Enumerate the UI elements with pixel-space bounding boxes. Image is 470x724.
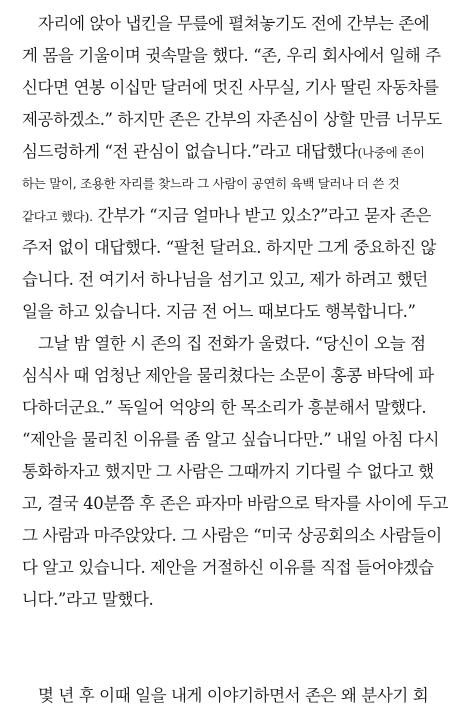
- text-line-19: 니다.”라고 말했다.: [22, 590, 154, 609]
- text-line-10: 일을 하고 있습니다. 지금 전 어느 때보다도 행복합니다.”: [22, 302, 416, 321]
- text-line-5: [22, 142, 450, 163]
- text-line-7: [22, 206, 450, 227]
- text-line-15: 통화하자고 했지만 그 사람은 그때까지 기다릴 수 없다고 했: [22, 462, 434, 481]
- text-line-4: 제공하겠소.” 하지만 존은 간부의 자존심이 상할 만큼 너무도: [22, 110, 442, 129]
- text-line-16: 고, 결국 40분쯤 후 존은 파자마 바람으로 탁자를 사이에 두고: [22, 494, 449, 513]
- text-line-12: 심식사 때 엄청난 제안을 물리쳤다는 소문이 홍콩 바닥에 파: [22, 366, 434, 385]
- text-line-7-aside: 같다고 했다).: [22, 209, 93, 224]
- text-line-20: 몇 년 후 이때 일을 내게 이야기하면서 존은 왜 분사기 회: [38, 686, 429, 705]
- text-line-13: 다하더군요.” 독일어 억양의 한 목소리가 흥분해서 말했다.: [22, 398, 427, 417]
- text-line-14: “제안을 물리친 이유를 좀 알고 싶습니다만.” 내일 아침 다시: [22, 430, 440, 449]
- text-line-2: 게 몸을 기울이며 귓속말을 했다. “존, 우리 회사에서 일해 주: [22, 46, 441, 65]
- text-line-8: 주저 없이 대답했다. “팔천 달러요. 하지만 그게 중요하진 않: [22, 238, 436, 257]
- text-line-11: 그날 밤 열한 시 존의 집 전화가 울렸다. “당신이 오늘 점: [38, 334, 426, 353]
- text-line-1: 자리에 앉아 냅킨을 무릎에 펼쳐놓기도 전에 간부는 존에: [38, 14, 430, 33]
- text-line-18: 다 알고 있습니다. 제안을 거절하신 이유를 직접 들어야겠습: [22, 558, 434, 577]
- text-line-7-main: 간부가 “지금 얼마나 받고 있소?”라고 묻자 존은: [92, 206, 431, 225]
- text-line-5-aside: (나중에 존이: [357, 145, 425, 160]
- text-line-9: 습니다. 전 여기서 하나님을 섬기고 있고, 제가 하려고 했던: [22, 270, 428, 289]
- text-line-17: 그 사람과 마주앉았다. 그 사람은 “미국 상공회의소 사람들이: [22, 526, 442, 545]
- text-line-3: 신다면 연봉 이십만 달러에 멋진 사무실, 기사 딸린 자동차를: [22, 78, 439, 97]
- text-line-6: 하는 말이, 조용한 자리를 찾느라 그 사람이 공연히 육백 달러나 더 쓴 것: [22, 176, 400, 191]
- text-line-5-main: 심드렁하게 “전 관심이 없습니다.”라고 대답했다: [22, 142, 358, 161]
